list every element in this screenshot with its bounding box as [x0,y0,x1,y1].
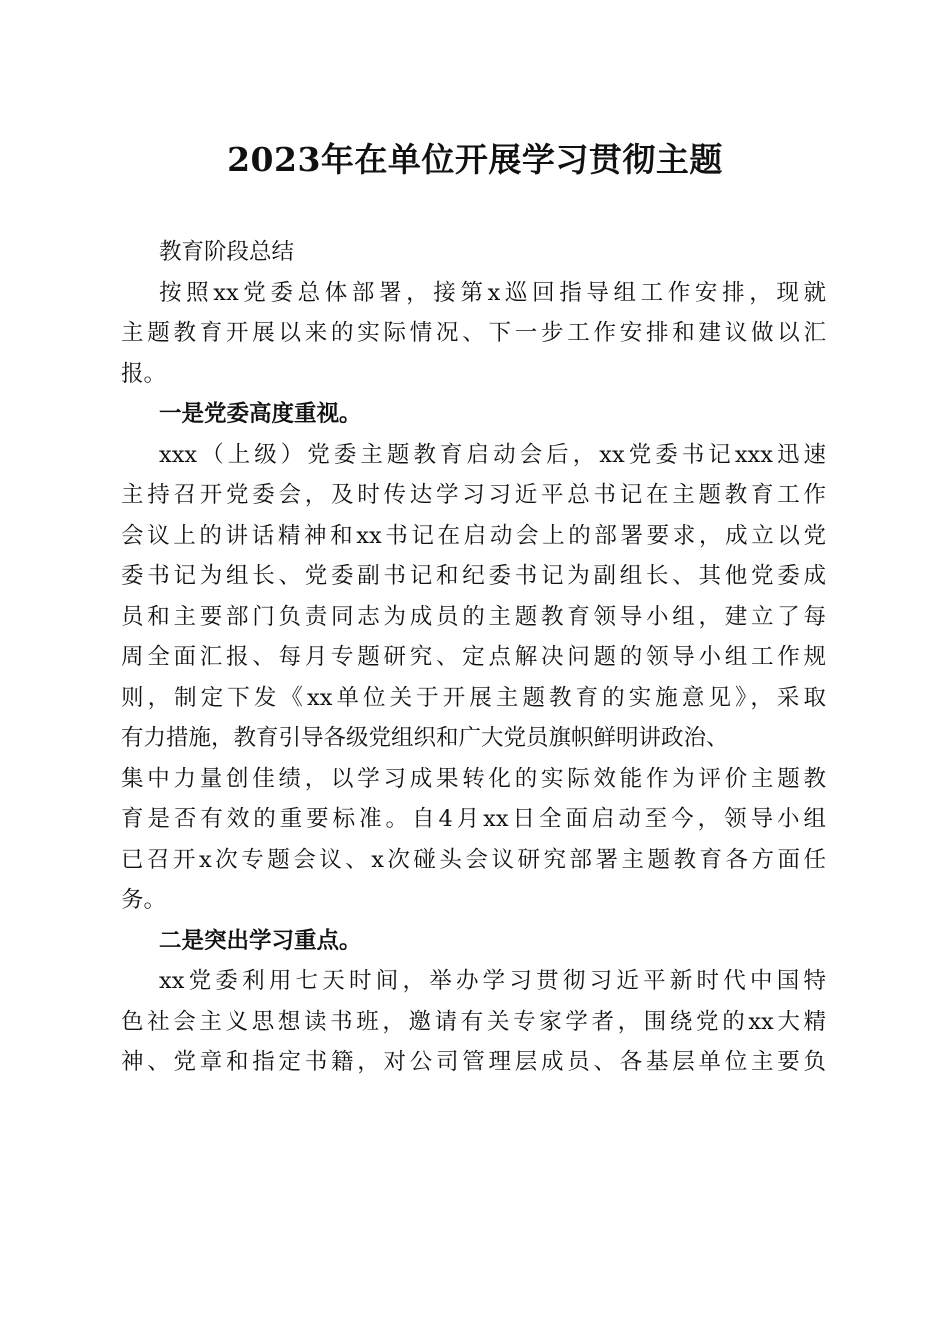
text-line: 教育阶段总结 [159,239,295,265]
text-line: 会议上的讲话精神和xx书记在启动会上的部署要求，成立以党 [121,522,826,549]
text-line: 集中力量创佳绩，以学习成果转化的实际效能作为评价主题教 [121,765,826,792]
text-line: 主持召开党委会，及时传达学习习近平总书记在主题教育工作 [121,482,826,508]
text-line: 色社会主义思想读书班，邀请有关专家学者，围绕党的xx大精 [121,1008,826,1035]
text-line: 有力措施，教育引导各级党组织和广大党员旗帜鲜明讲政治、 [121,725,729,751]
text-line: 务。 [121,887,167,913]
text-line: 已召开x次专题会议、x次碰头会议研究部署主题教育各方面任 [121,846,826,873]
text-line: 按照xx党委总体部署，接第x巡回指导组工作安排，现就 [159,279,826,306]
document-body [121,232,826,1083]
text-line: xx党委利用七天时间，举办学习贯彻习近平新时代中国特 [159,968,826,994]
text-line: 委书记为组长、党委副书记和纪委书记为副组长、其他党委成 [121,563,826,589]
document-title: 2023年在单位开展学习贯彻主题 [227,140,723,179]
text-line: 则，制定下发《xx单位关于开展主题教育的实施意见》，采取 [121,684,826,711]
text-line: 神、党章和指定书籍，对公司管理层成员、各基层单位主要负 [121,1049,826,1075]
text-line: 周全面汇报、每月专题研究、定点解决问题的领导小组工作规 [121,644,826,670]
text-line: 主题教育开展以来的实际情况、下一步工作安排和建议做以汇 [121,320,826,346]
text-line: 育是否有效的重要标准。自4月xx日全面启动至今，领导小组 [121,806,826,832]
text-line: xxx（上级）党委主题教育启动会后，xx党委书记xxx迅速 [159,441,826,468]
text-line: 报。 [121,360,167,387]
section-heading: 二是突出学习重点。 [159,927,362,954]
section-heading: 一是党委高度重视。 [159,401,362,427]
text-line: 员和主要部门负责同志为成员的主题教育领导小组，建立了每 [121,603,826,630]
